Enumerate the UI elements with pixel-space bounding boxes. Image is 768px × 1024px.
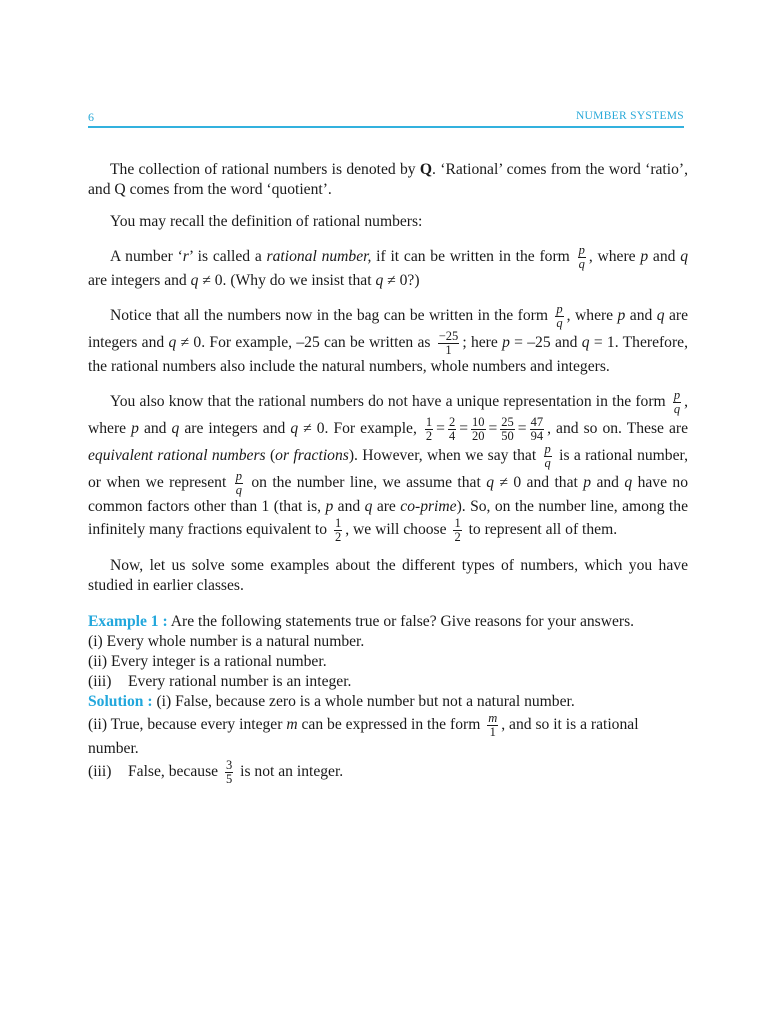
example-item-2: (ii) Every integer is a rational number. [88, 653, 327, 670]
paragraph-4: Notice that all the numbers now in the bag can be written in the form $\frac{p}{q}$ , where p and q are integers and q ≠ 0. For example, –25 can be written as $\frac{-25}{1}$ ; here p = –25 and q = 1. Therefore, the rational numbers also include the natural numbers, whole numbers and integers. [88, 302, 689, 375]
fraction-three-fifths: $\frac{3}{5}$ [225, 758, 233, 786]
example-item-1: (i) Every whole number is a natural number. [88, 633, 365, 650]
fraction-p-over-q: $\frac{p}{q}$ [673, 388, 681, 416]
fraction: $\frac{2}{4}$ [448, 415, 456, 443]
fraction: $\frac{1}{2}$ [425, 415, 433, 443]
fraction: $\frac{25}{50}$ [501, 415, 514, 443]
equals-sign: = [436, 420, 445, 438]
solution-label: Solution : [88, 693, 153, 710]
fraction-minus25-over-1: $\frac{-25}{1}$ [438, 329, 459, 357]
equals-sign: = [488, 420, 498, 438]
equals-sign: = [459, 420, 468, 438]
fraction-m-over-1: $\frac{m}{1}$ [488, 711, 498, 739]
fraction: $\frac{10}{20}$ [472, 415, 485, 443]
example-item-3: (iii) Every rational number is an integer. [88, 673, 352, 690]
example-1: Example 1 : Are the following statements true or false? Give reasons for your answers. [88, 613, 635, 630]
paragraph-1: The collection of rational numbers is denoted by Q. ‘Rational’ comes from the word ‘ratio’, and Q comes from the word ‘quotient’. [88, 161, 688, 198]
fraction-p-over-q: $\frac{p}{q}$ [578, 243, 585, 271]
header-rule [88, 126, 684, 128]
paragraph-2: You may recall the definition of rational numbers: [110, 213, 423, 230]
paragraph-6: Now, let us solve some examples about the different types of numbers, which you have studied in earlier classes. [88, 557, 688, 594]
paragraph-5: You also know that the rational numbers do not have a unique representation in the form $\frac{p}{q}$ , where p and q are integers and q ≠ 0. For example, $\frac{1}{2}$ = $\frac{2}{4}$ = $\frac{10}{20}$ = $\frac{25}{50}$ = $\frac{47}{94}$ , and so on. These are equivalent rational numbers (or fractions). However, when we say that $\frac{p}{q}$ is a rational number, or when we represent $\frac{p}{q}$ on the number line, we assume that q ≠ 0 and that p and q have no common factors other than 1 (that is, p and q are co-prime). So, on the number line, among the infinitely many fractions equivalent to $\frac{1}{2}$ , we will choose $\frac{1}{2}$ to represent all of them. [88, 388, 689, 544]
solution-item-3: (iii) False, because $\frac{3}{5}$ is not an integer. [88, 758, 344, 786]
fraction-one-half: $\frac{1}{2}$ [334, 516, 342, 544]
solution-item-2: (ii) True, because every integer m can be expressed in the form $\frac{m}{1}$ , and so it is a rational number. [88, 711, 639, 757]
fraction-one-half: $\frac{1}{2}$ [454, 516, 461, 544]
fraction-p-over-q: $\frac{p}{q}$ [544, 442, 551, 470]
solution: Solution : (i) False, because zero is a whole number but not a natural number. [88, 693, 575, 710]
example-label: Example 1 : [88, 613, 168, 630]
equals-sign: = [517, 420, 527, 438]
fraction-p-over-q: $\frac{p}{q}$ [556, 302, 563, 330]
page-body [88, 160, 688, 786]
chapter-title: NUMBER SYSTEMS [575, 110, 684, 122]
fraction: $\frac{47}{94}$ [530, 415, 544, 443]
paragraph-definition: A number ‘r’ is called a rational number, if it can be written in the form $\frac{p}{q}$ , where p and q are integers and q ≠ 0. (Why do we insist that q ≠ 0?) [88, 243, 689, 289]
page-number: 6 [88, 110, 94, 124]
fraction-p-over-q: $\frac{p}{q}$ [235, 469, 242, 497]
